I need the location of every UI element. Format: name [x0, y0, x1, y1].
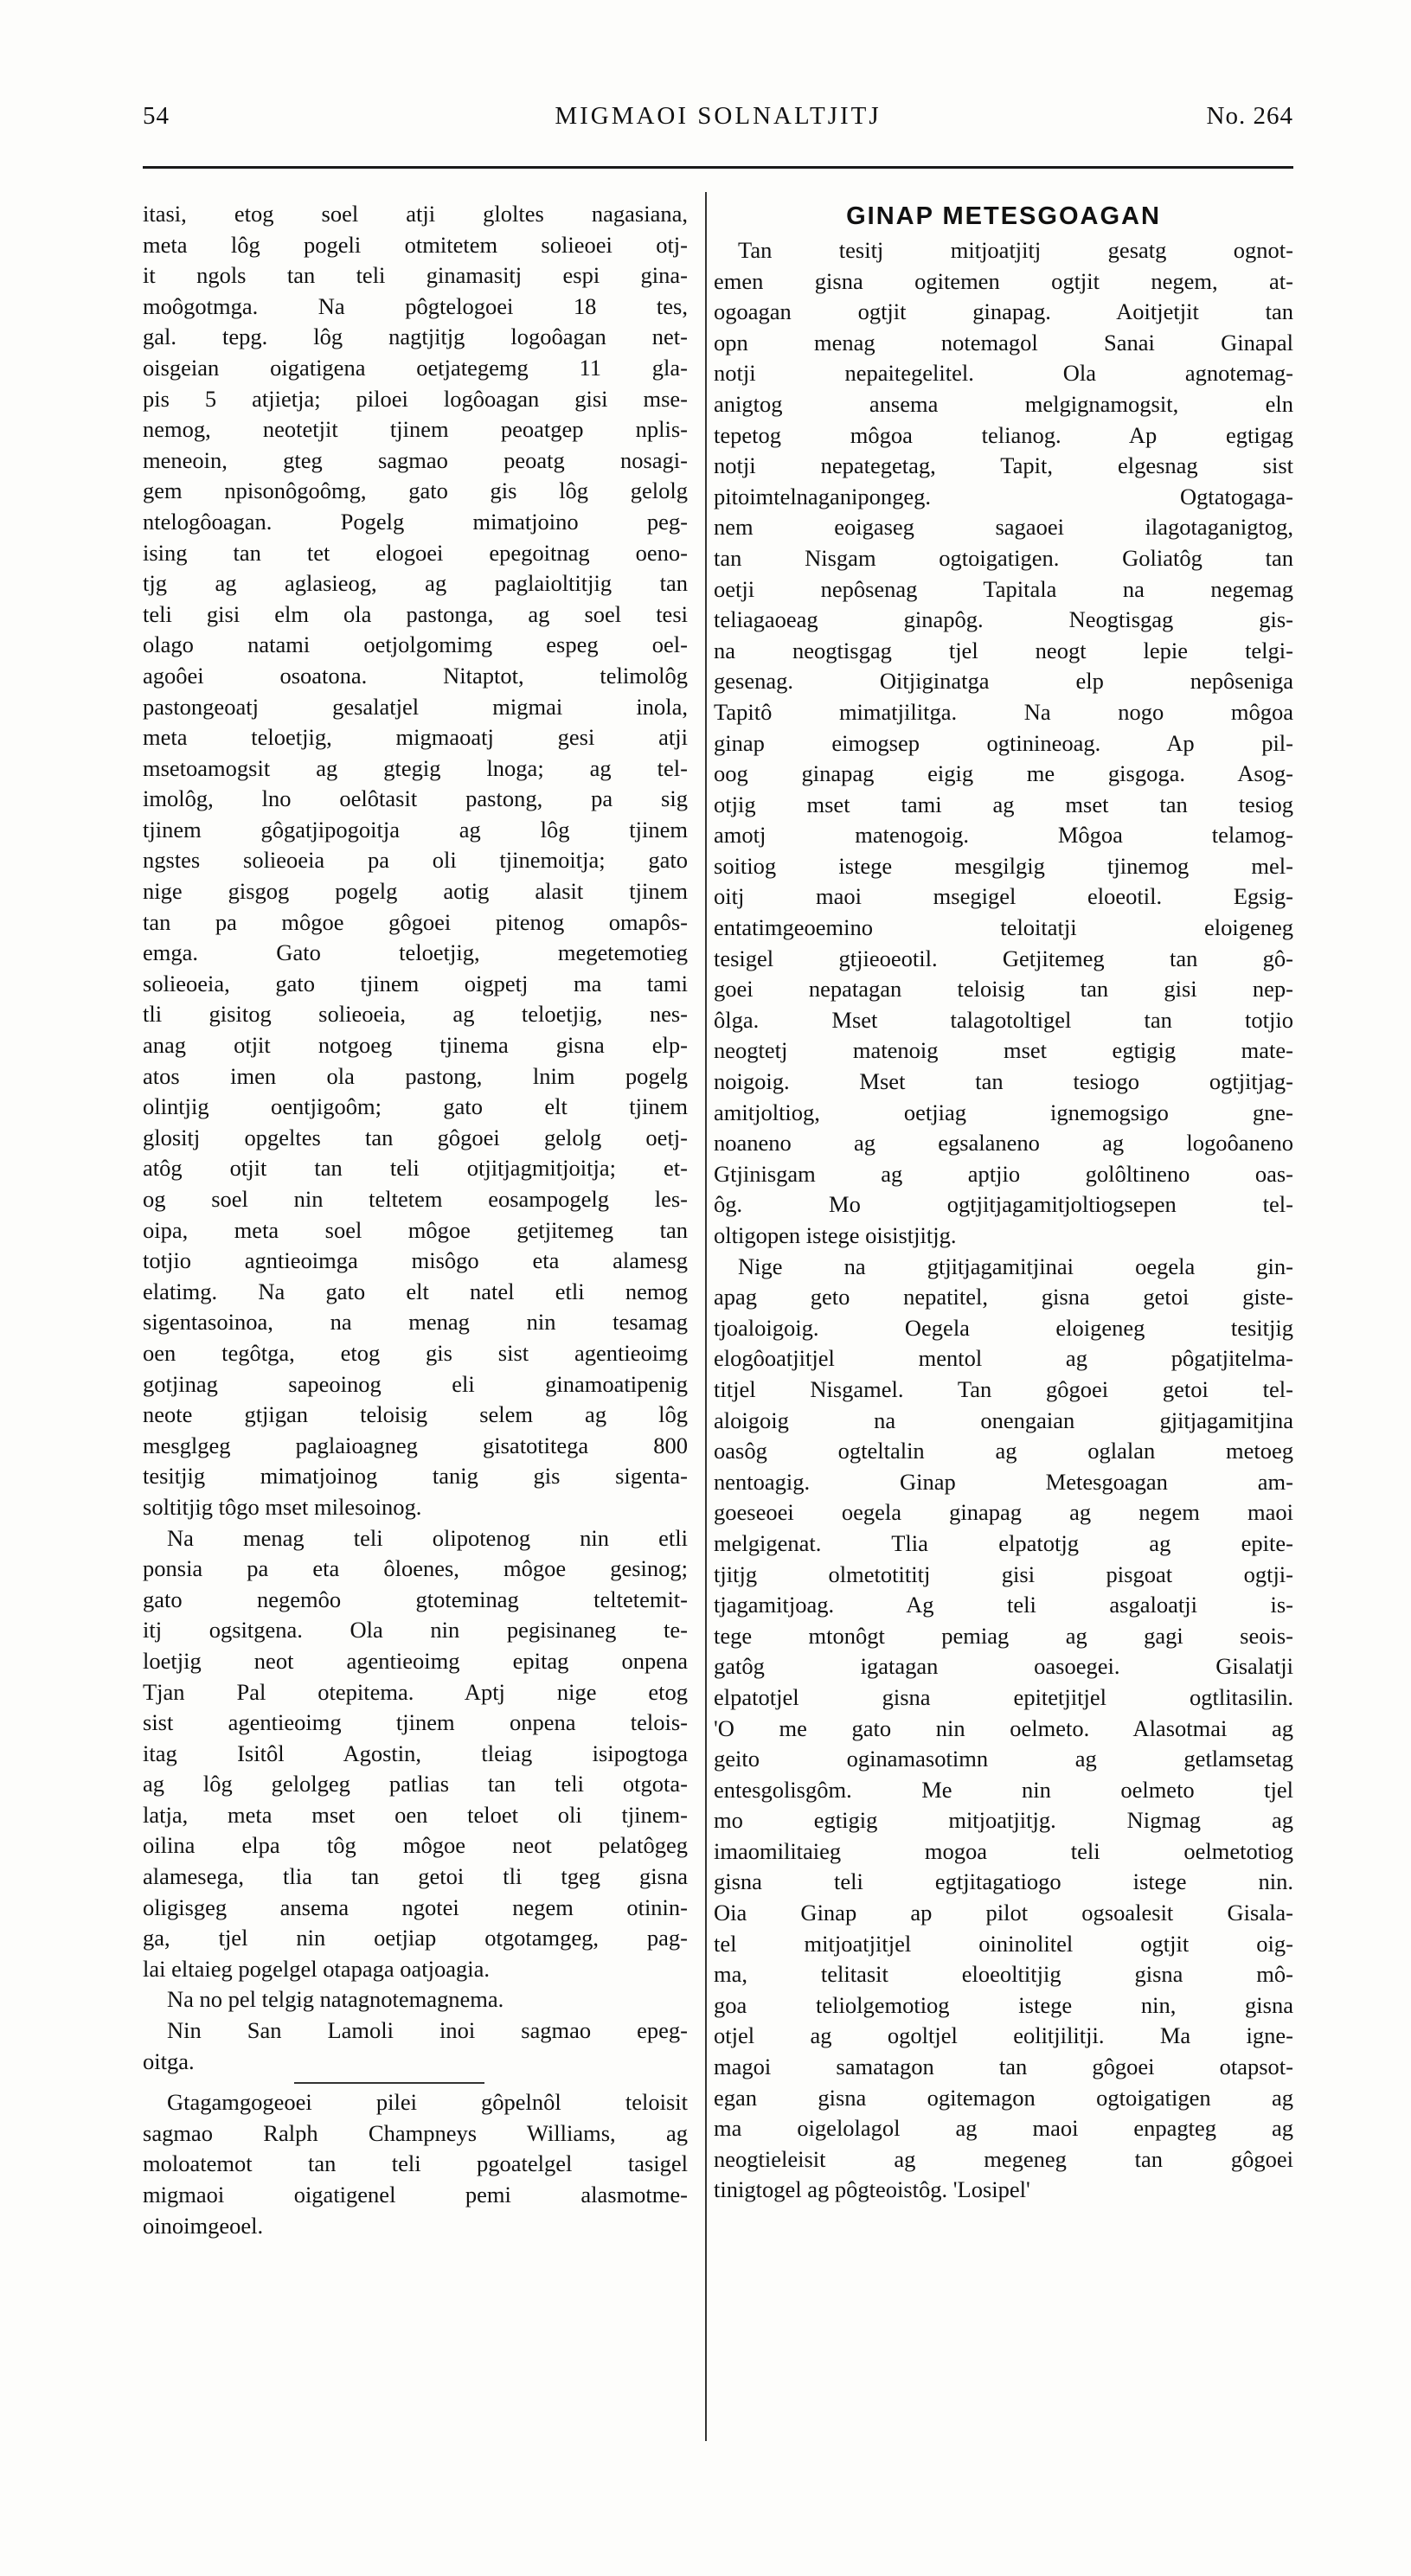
text-line: og soel nin teltetem eosampogelg les- [143, 1186, 688, 1212]
text-line: teli gisi elm ola pastonga, ag soel tesi [143, 600, 688, 627]
text-line: goeseoei oegela ginapag ag negem maoi [714, 1499, 1293, 1526]
section-rule [294, 2082, 484, 2084]
text-line: ising tan tet elogoei epegoitnag oeno- [143, 539, 688, 566]
text-line: mesglgeg paglaioagneg gisatotitega 800 [143, 1432, 688, 1458]
text-line: meta teloetjig, migmaoatj gesi atji [143, 724, 688, 751]
text-line: imolôg, lno oelôtasit pastong, pa sig [143, 785, 688, 812]
text-line: ma oigelolagol ag maoi enpagteg ag [714, 2115, 1293, 2142]
left-column [143, 199, 688, 2241]
text-line: neote gtjigan teloisig selem ag lôg [143, 1401, 688, 1428]
text-line: Tapitô mimatjilitga. Na nogo môgoa [714, 698, 1293, 725]
text-line: sist agentieoimg tjinem onpena telois- [143, 1709, 688, 1736]
text-line: anigtog ansema melgignamogsit, eln [714, 390, 1293, 417]
text-line: elogôoatjitjel mentol ag pôgatjitelma- [714, 1345, 1293, 1372]
text-line: meta lôg pogeli otmitetem solieoei otj- [143, 231, 688, 258]
text-line: tjitjg olmetotititj gisi pisgoat ogtji- [714, 1560, 1293, 1587]
text-line: magoi samatagon tan gôgoei otapsot- [714, 2054, 1293, 2080]
text-line: agoôei osoatona. Nitaptot, telimolôg [143, 662, 688, 689]
publication-title: MIGMAOI SOLNALTJITJ [555, 102, 882, 130]
text-line: imaomilitaieg mogoa teli oelmetotiog [714, 1837, 1293, 1864]
text-line: oitj maoi msegigel eloeotil. Egsig- [714, 883, 1293, 910]
text-line: notji nepaitegelitel. Ola agnotemag- [714, 360, 1293, 387]
text-line: pis 5 atjietja; piloei logôoagan gisi mse- [143, 385, 688, 412]
header-rule [143, 166, 1293, 169]
text-line: nemog, neotetjit tjinem peoatgep nplis- [143, 416, 688, 443]
text-line: tan Nisgam ogtoigatigen. Goliatôg tan [714, 544, 1293, 571]
text-line: it ngols tan teli ginamasitj espi gina- [143, 262, 688, 289]
text-line: noigoig. Mset tan tesiogo ogtjitjag- [714, 1068, 1293, 1095]
text-line: ngstes solieoeia pa oli tjinemoitja; gato [143, 847, 688, 874]
text-line: olago natami oetjolgomimg espeg oel- [143, 631, 688, 658]
issue-number: No. 264 [1206, 102, 1293, 130]
text-line: 'O me gato nin oelmeto. Alasotmai ag [714, 1714, 1293, 1741]
text-line: apag geto nepatitel, gisna getoi giste- [714, 1284, 1293, 1310]
left-paragraph-1 [143, 199, 688, 1523]
text-line: oen tegôtga, etog gis sist agentieoimg [143, 1339, 688, 1366]
text-line: ponsia pa eta ôloenes, môgoe gesinog; [143, 1555, 688, 1582]
text-line: soltitjig tôgo mset milesoinog. [143, 1493, 422, 1520]
text-line: gisna teli egtjitagatiogo istege nin. [714, 1868, 1293, 1895]
text-line: pastongeoatj gesalatjel migmai inola, [143, 693, 688, 720]
text-line: amotj matenogoig. Môgoa telamog- [714, 822, 1293, 849]
text-line: tesigel gtjieoeotil. Getjitemeg tan gô- [714, 945, 1293, 971]
text-line: itj ogsitgena. Ola nin pegisinaneg te- [143, 1617, 688, 1644]
text-line: moloatemot tan teli pgoatelgel tasigel [143, 2150, 688, 2177]
right-column [714, 199, 1293, 2206]
text-line: totjio agntieoimga misôgo eta alamesg [143, 1247, 688, 1274]
text-line: oasôg ogteltalin ag oglalan metoeg [714, 1438, 1293, 1464]
text-line: ginap eimogsep ogtinineoag. Ap pil- [714, 729, 1293, 756]
text-line: Na no pel telgig natagnotemagnema. [167, 1986, 504, 2013]
left-paragraph-3 [143, 1984, 688, 2015]
text-line: goa teliolgemotiog istege nin, gisna [714, 1991, 1293, 2018]
text-line: itag Isitôl Agostin, tleiag isipogtoga [143, 1740, 688, 1766]
text-line: ga, tjel nin oetjiap otgotamgeg, pag- [143, 1925, 688, 1951]
text-line: ntelogôoagan. Pogelg mimatjoino peg- [143, 508, 688, 535]
text-line: notji nepategetag, Tapit, elgesnag sist [714, 452, 1293, 479]
text-line: opn menag notemagol Sanai Ginapal [714, 329, 1293, 356]
text-line: tjoaloigoig. Oegela eloigeneg tesitjig [714, 1314, 1293, 1341]
text-line: gato negemôo gtoteminag teltetemit- [143, 1586, 688, 1612]
text-line: gal. tepg. lôg nagtjitjg logoôagan net- [143, 324, 688, 350]
text-line: Na menag teli olipotenog nin etli [167, 1524, 688, 1551]
text-line: soitiog istege mesgilgig tjinemog mel- [714, 852, 1293, 879]
text-line: neogtetj matenoig mset egtigig mate- [714, 1037, 1293, 1064]
text-line: elpatotjel gisna epitetjitjel ogtlitasilin. [714, 1683, 1293, 1710]
text-line: tjagamitjoag. Ag teli asgaloatji is- [714, 1592, 1293, 1618]
text-line: pitoimtelnaganipongeg. Ogtatogaga- [714, 483, 1293, 509]
text-line: goei nepatagan teloisig tan gisi nep- [714, 976, 1293, 1003]
text-line: oinoimgeoel. [143, 2212, 264, 2239]
text-line: tel mitjoatjitjel oininolitel ogtjit oig- [714, 1930, 1293, 1957]
text-line: tjg ag aglasieog, ag paglaioltitjig tan [143, 570, 688, 597]
page-header [143, 102, 1293, 137]
text-line: oilina elpa tôg môgoe neot pelatôgeg [143, 1832, 688, 1859]
text-line: gatôg igatagan oasoegei. Gisalatji [714, 1653, 1293, 1680]
text-line: anag otjit notgoeg tjinema gisna elp- [143, 1032, 688, 1059]
text-line: ogoagan ogtjit ginapag. Aoitjetjit tan [714, 298, 1293, 325]
text-line: oetji nepôsenag Tapitala na negemag [714, 575, 1293, 602]
right-paragraph-1 [714, 235, 1293, 1252]
text-line: oligisgeg ansema ngotei negem otinin- [143, 1894, 688, 1920]
text-line: oisgeian oigatigena oetjategemg 11 gla- [143, 354, 688, 381]
text-line: Tan tesitj mitjoatjitj gesatg ognot- [738, 237, 1293, 263]
text-line: emga. Gato teloetjig, megetemotieg [143, 939, 688, 966]
column-divider [705, 192, 707, 2441]
text-line: elatimg. Na gato elt natel etli nemog [143, 1278, 688, 1304]
text-line: tesitjig mimatjoinog tanig gis sigenta- [143, 1463, 688, 1490]
text-line: gotjinag sapeoinog eli ginamoatipenig [143, 1370, 688, 1397]
text-line: noaneno ag egsalaneno ag logoôaneno [714, 1130, 1293, 1157]
text-line: ôlga. Mset talagotoltigel tan totjio [714, 1006, 1293, 1033]
text-line: tli gisitog solieoeia, ag teloetjig, nes- [143, 1001, 688, 1028]
text-line: sigentasoinoa, na menag nin tesamag [143, 1309, 688, 1336]
left-paragraph-5 [143, 2087, 688, 2241]
text-line: aloigoig na onengaian gjitjagamitjina [714, 1407, 1293, 1433]
text-line: entesgolisgôm. Me nin oelmeto tjel [714, 1776, 1293, 1803]
text-line: loetjig neot agentieoimg epitag onpena [143, 1647, 688, 1674]
text-line: atôg otjit tan teli otjitjagmitjoitja; et- [143, 1155, 688, 1182]
right-paragraph-2 [714, 1252, 1293, 2206]
text-line: atos imen ola pastong, lnim pogelg [143, 1062, 688, 1089]
left-paragraph-4 [143, 2015, 688, 2077]
text-line: oog ginapag eigig me gisgoga. Asog- [714, 760, 1293, 787]
text-line: meneoin, gteg sagmao peoatg nosagi- [143, 446, 688, 473]
text-line: itasi, etog soel atji gloltes nagasiana, [143, 201, 688, 227]
text-line: tan pa môgoe gôgoei pitenog omapôs- [143, 908, 688, 935]
text-line: geito oginamasotimn ag getlamsetag [714, 1746, 1293, 1772]
text-line: glositj opgeltes tan gôgoei gelolg oetj- [143, 1124, 688, 1150]
text-line: emen gisna ogitemen ogtjit negem, at- [714, 267, 1293, 294]
text-line: na neogtisgag tjel neogt lepie telgi- [714, 637, 1293, 663]
text-line: ag lôg gelolgeg patlias tan teli otgota- [143, 1771, 688, 1797]
text-line: gesenag. Oitjiginatga elp nepôseniga [714, 668, 1293, 695]
text-line: tege mtonôgt pemiag ag gagi seois- [714, 1622, 1293, 1649]
page-number: 54 [143, 102, 170, 130]
text-line: oipa, meta soel môgoe getjitemeg tan [143, 1216, 688, 1243]
text-line: neogtieleisit ag megeneg tan gôgoei [714, 2145, 1293, 2172]
text-line: Gtjinisgam ag aptjio golôltineno oas- [714, 1160, 1293, 1187]
text-line: olintjig oentjigoôm; gato elt tjinem [143, 1093, 688, 1120]
text-line: titjel Nisgamel. Tan gôgoei getoi tel- [714, 1375, 1293, 1402]
text-line: oltigopen istege oisistjitjg. [714, 1222, 957, 1248]
text-line: tjinem gôgatjipogoitja ag lôg tjinem [143, 816, 688, 843]
text-line: latja, meta mset oen teloet oli tjinem- [143, 1801, 688, 1828]
text-line: nentoagig. Ginap Metesgoagan am- [714, 1468, 1293, 1495]
text-line: entatimgeoemino teloitatji eloigeneg [714, 914, 1293, 941]
text-line: nige gisgog pogelg aotig alasit tjinem [143, 878, 688, 905]
text-line: ôg. Mo ogtjitjagamitjoltiogsepen tel- [714, 1191, 1293, 1218]
text-line: teliagaoeag ginapôg. Neogtisgag gis- [714, 606, 1293, 633]
text-line: amitjoltiog, oetjiag ignemogsigo gne- [714, 1099, 1293, 1125]
text-line: moôgotmga. Na pôgtelogoei 18 tes, [143, 292, 688, 319]
text-line: migmaoi oigatigenel pemi alasmotme- [143, 2182, 688, 2208]
text-line: mo egtigig mitjoatjitjg. Nigmag ag [714, 1807, 1293, 1834]
text-line: gem npisonôgoômg, gato gis lôg gelolg [143, 477, 688, 504]
text-line: lai eltaieg pogelgel otapaga oatjoagia. [143, 1955, 491, 1982]
text-line: sagmao Ralph Champneys Williams, ag [143, 2119, 688, 2146]
text-line: nem eoigaseg sagaoei ilagotaganigtog, [714, 514, 1293, 541]
text-line: otjig mset tami ag mset tan tesiog [714, 791, 1293, 817]
text-line: alamesega, tlia tan getoi tli tgeg gisna [143, 1863, 688, 1890]
text-line: Oia Ginap ap pilot ogsoalesit Gisala- [714, 1900, 1293, 1926]
text-line: melgigenat. Tlia elpatotjg ag epite- [714, 1529, 1293, 1556]
text-line: Nige na gtjitjagamitjinai oegela gin- [738, 1253, 1293, 1279]
text-line: ma, telitasit eloeoltitjig gisna mô- [714, 1961, 1293, 1988]
text-line: egan gisna ogitemagon ogtoigatigen ag [714, 2084, 1293, 2111]
text-line: solieoeia, gato tjinem oigpetj ma tami [143, 970, 688, 996]
text-line: tepetog môgoa telianog. Ap egtigag [714, 421, 1293, 448]
text-line: Tjan Pal otepitema. Aptj nige etog [143, 1678, 688, 1705]
text-line: Nin San Lamoli inoi sagmao epeg- [167, 2017, 688, 2044]
left-paragraph-2 [143, 1523, 688, 1985]
article-heading: GINAP METESGOAGAN [846, 202, 1161, 230]
text-line: tinigtogel ag pôgteoistôg. 'Losipel' [714, 2176, 1030, 2203]
text-line: msetoamogsit ag gtegig lnoga; ag tel- [143, 754, 688, 781]
text-line: oitga. [143, 2047, 195, 2074]
text-line: Gtagamgogeoei pilei gôpelnôl teloisit [167, 2089, 688, 2116]
text-line: otjel ag ogoltjel eolitjilitji. Ma igne- [714, 2022, 1293, 2049]
